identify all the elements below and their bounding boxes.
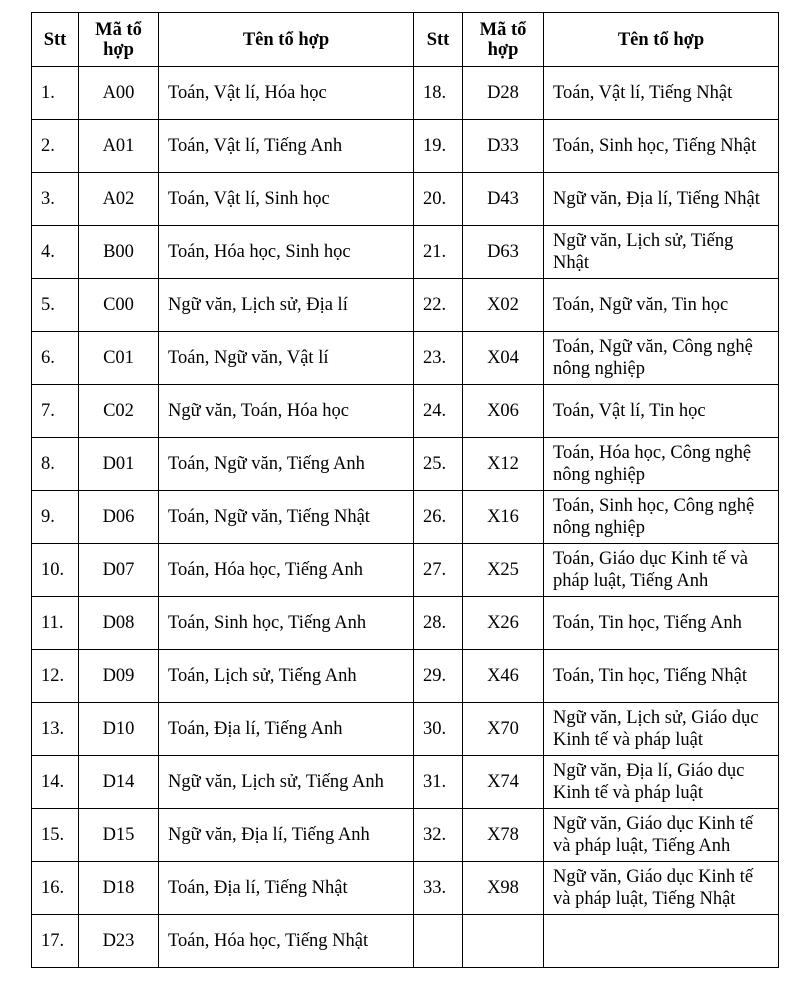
cell-code-right: X26 [463, 597, 544, 650]
cell-stt-right: 27. [414, 544, 463, 597]
cell-stt-right: 25. [414, 438, 463, 491]
cell-code-left: C00 [79, 279, 159, 332]
cell-stt-left: 17. [32, 915, 79, 968]
cell-stt-right: 20. [414, 173, 463, 226]
cell-stt-right [414, 915, 463, 968]
cell-code-right: X06 [463, 385, 544, 438]
table-row [32, 862, 779, 915]
cell-name-right: Toán, Hóa học, Công nghệ nông nghiệp [544, 438, 779, 491]
cell-code-right: D28 [463, 67, 544, 120]
cell-name-left: Toán, Hóa học, Sinh học [159, 226, 414, 279]
cell-code-right: X12 [463, 438, 544, 491]
cell-stt-left: 11. [32, 597, 79, 650]
cell-code-left: D01 [79, 438, 159, 491]
cell-name-right: Toán, Sinh học, Công nghệ nông nghiệp [544, 491, 779, 544]
cell-code-left: A00 [79, 67, 159, 120]
cell-code-left: A02 [79, 173, 159, 226]
cell-stt-left: 3. [32, 173, 79, 226]
cell-name-left: Toán, Địa lí, Tiếng Anh [159, 703, 414, 756]
cell-name-left: Ngữ văn, Địa lí, Tiếng Anh [159, 809, 414, 862]
cell-stt-right: 29. [414, 650, 463, 703]
cell-stt-left: 9. [32, 491, 79, 544]
table-row [32, 809, 779, 862]
table-row [32, 756, 779, 809]
cell-stt-left: 4. [32, 226, 79, 279]
cell-stt-right: 32. [414, 809, 463, 862]
cell-stt-right: 30. [414, 703, 463, 756]
cell-code-left: D14 [79, 756, 159, 809]
cell-code-right: X46 [463, 650, 544, 703]
cell-name-right: Toán, Giáo dục Kinh tế và pháp luật, Tiếng Anh [544, 544, 779, 597]
table-row [32, 226, 779, 279]
cell-code-left: D10 [79, 703, 159, 756]
cell-stt-right: 31. [414, 756, 463, 809]
cell-stt-left: 10. [32, 544, 79, 597]
cell-stt-left: 14. [32, 756, 79, 809]
cell-stt-left: 16. [32, 862, 79, 915]
cell-stt-left: 15. [32, 809, 79, 862]
cell-code-right: D33 [463, 120, 544, 173]
cell-code-right: D43 [463, 173, 544, 226]
cell-name-right: Ngữ văn, Giáo dục Kinh tế và pháp luật, Tiếng Nhật [544, 862, 779, 915]
cell-name-right: Toán, Ngữ văn, Tin học [544, 279, 779, 332]
cell-name-right: Ngữ văn, Địa lí, Tiếng Nhật [544, 173, 779, 226]
cell-name-right [544, 915, 779, 968]
cell-name-right: Toán, Vật lí, Tiếng Nhật [544, 67, 779, 120]
subject-combination-table [31, 12, 779, 968]
cell-code-right: X98 [463, 862, 544, 915]
table-row [32, 597, 779, 650]
cell-stt-right: 28. [414, 597, 463, 650]
cell-stt-right: 33. [414, 862, 463, 915]
cell-stt-left: 13. [32, 703, 79, 756]
cell-name-left: Toán, Vật lí, Hóa học [159, 67, 414, 120]
cell-name-left: Ngữ văn, Lịch sử, Địa lí [159, 279, 414, 332]
cell-code-left: D09 [79, 650, 159, 703]
cell-name-left: Ngữ văn, Lịch sử, Tiếng Anh [159, 756, 414, 809]
cell-name-left: Ngữ văn, Toán, Hóa học [159, 385, 414, 438]
header-code-left: Mã tổ hợp [79, 13, 159, 67]
table-row [32, 650, 779, 703]
cell-name-left: Toán, Ngữ văn, Tiếng Anh [159, 438, 414, 491]
cell-stt-left: 5. [32, 279, 79, 332]
cell-name-right: Toán, Vật lí, Tin học [544, 385, 779, 438]
table-row [32, 438, 779, 491]
table-row [32, 173, 779, 226]
table-row [32, 544, 779, 597]
cell-code-left: C02 [79, 385, 159, 438]
cell-code-left: C01 [79, 332, 159, 385]
cell-name-right: Ngữ văn, Giáo dục Kinh tế và pháp luật, Tiếng Anh [544, 809, 779, 862]
cell-stt-right: 24. [414, 385, 463, 438]
cell-code-left: D15 [79, 809, 159, 862]
cell-name-left: Toán, Ngữ văn, Tiếng Nhật [159, 491, 414, 544]
table-row [32, 491, 779, 544]
cell-name-right: Ngữ văn, Địa lí, Giáo dục Kinh tế và pháp luật [544, 756, 779, 809]
cell-name-right: Toán, Ngữ văn, Công nghệ nông nghiệp [544, 332, 779, 385]
table-row [32, 703, 779, 756]
cell-name-left: Toán, Hóa học, Tiếng Nhật [159, 915, 414, 968]
header-stt-right: Stt [414, 13, 463, 67]
cell-stt-left: 7. [32, 385, 79, 438]
cell-stt-right: 26. [414, 491, 463, 544]
cell-name-left: Toán, Vật lí, Tiếng Anh [159, 120, 414, 173]
cell-stt-left: 2. [32, 120, 79, 173]
table-row [32, 915, 779, 968]
cell-code-right: X70 [463, 703, 544, 756]
table-row [32, 67, 779, 120]
cell-stt-left: 8. [32, 438, 79, 491]
cell-code-right: X16 [463, 491, 544, 544]
table-row [32, 120, 779, 173]
header-stt-left: Stt [32, 13, 79, 67]
cell-code-left: D23 [79, 915, 159, 968]
cell-code-left: A01 [79, 120, 159, 173]
cell-code-right: X25 [463, 544, 544, 597]
cell-name-left: Toán, Địa lí, Tiếng Nhật [159, 862, 414, 915]
cell-name-right: Ngữ văn, Lịch sử, Giáo dục Kinh tế và pháp luật [544, 703, 779, 756]
cell-stt-left: 12. [32, 650, 79, 703]
cell-stt-right: 18. [414, 67, 463, 120]
cell-code-left: D07 [79, 544, 159, 597]
cell-name-left: Toán, Hóa học, Tiếng Anh [159, 544, 414, 597]
cell-stt-right: 21. [414, 226, 463, 279]
table-row [32, 279, 779, 332]
cell-stt-right: 22. [414, 279, 463, 332]
cell-name-right: Toán, Tin học, Tiếng Nhật [544, 650, 779, 703]
cell-stt-right: 23. [414, 332, 463, 385]
cell-code-right: X78 [463, 809, 544, 862]
cell-code-right: D63 [463, 226, 544, 279]
table-row [32, 332, 779, 385]
table-row [32, 385, 779, 438]
cell-code-left: D06 [79, 491, 159, 544]
cell-name-left: Toán, Lịch sử, Tiếng Anh [159, 650, 414, 703]
cell-name-left: Toán, Ngữ văn, Vật lí [159, 332, 414, 385]
cell-stt-left: 6. [32, 332, 79, 385]
cell-name-right: Toán, Tin học, Tiếng Anh [544, 597, 779, 650]
cell-name-right: Ngữ văn, Lịch sử, Tiếng Nhật [544, 226, 779, 279]
cell-name-left: Toán, Vật lí, Sinh học [159, 173, 414, 226]
cell-code-left: B00 [79, 226, 159, 279]
cell-code-right: X04 [463, 332, 544, 385]
header-name-left: Tên tổ hợp [159, 13, 414, 67]
cell-stt-right: 19. [414, 120, 463, 173]
header-name-right: Tên tổ hợp [544, 13, 779, 67]
cell-name-right: Toán, Sinh học, Tiếng Nhật [544, 120, 779, 173]
table-header-row [32, 13, 779, 67]
cell-code-right: X74 [463, 756, 544, 809]
cell-code-left: D18 [79, 862, 159, 915]
cell-code-right [463, 915, 544, 968]
header-code-right: Mã tổ hợp [463, 13, 544, 67]
table-body [32, 67, 779, 968]
cell-stt-left: 1. [32, 67, 79, 120]
cell-name-left: Toán, Sinh học, Tiếng Anh [159, 597, 414, 650]
cell-code-right: X02 [463, 279, 544, 332]
cell-code-left: D08 [79, 597, 159, 650]
